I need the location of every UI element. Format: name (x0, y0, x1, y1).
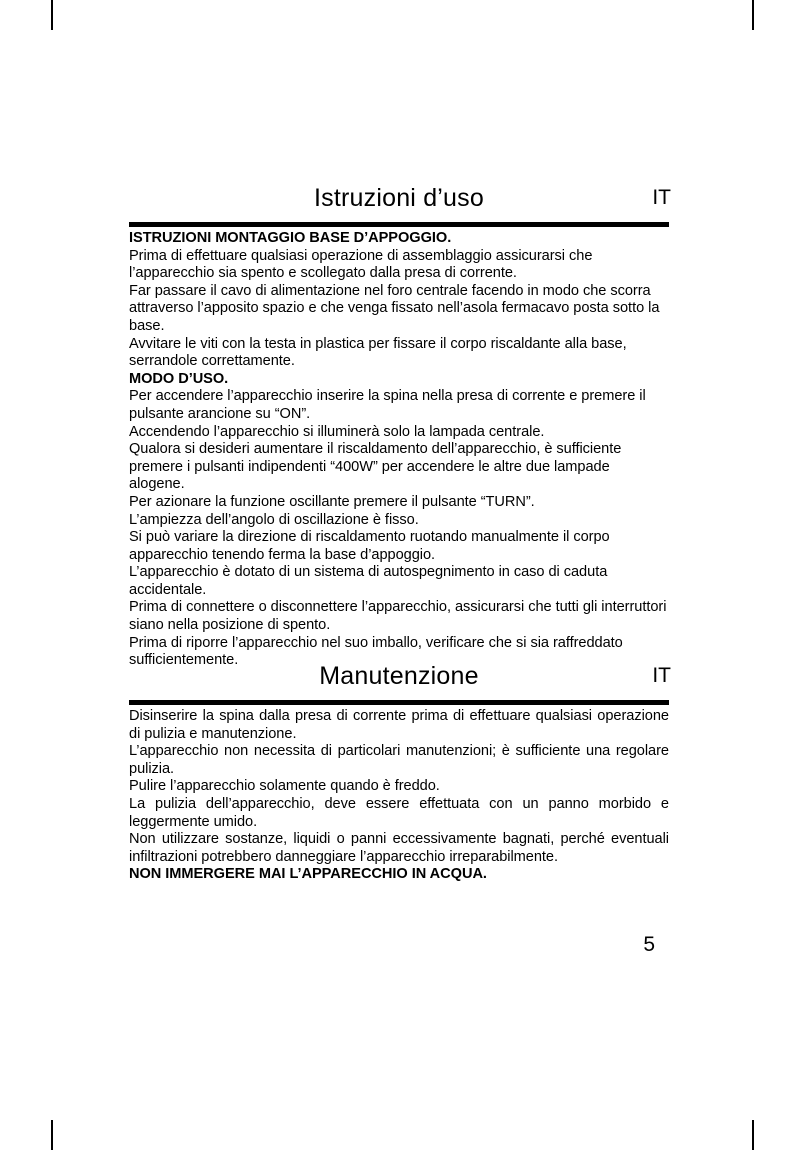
paragraph: Prima di effettuare qualsiasi operazione di assemblaggio assicurarsi che l’apparecchio sia spento e scollegato dalla presa di corrente. (129, 247, 593, 282)
section-title: Istruzioni d’uso (314, 184, 484, 212)
section-body-1 (129, 230, 669, 670)
section-header (129, 660, 669, 700)
crop-mark-top-right (752, 0, 754, 30)
section-header (129, 182, 669, 222)
section-body-2 (129, 708, 669, 884)
paragraph: Si può variare la direzione di riscaldamento ruotando manualmente il corpo apparecchio tenendo ferma la base d’appoggio. (129, 529, 610, 563)
section-divider (129, 700, 669, 705)
section-title: Manutenzione (319, 662, 479, 690)
section-istruzioni-duso (129, 182, 669, 670)
paragraph: La pulizia dell’apparecchio, deve essere effettuata con un panno morbido e leggermente umido. (129, 795, 669, 830)
language-tag: IT (652, 664, 671, 687)
paragraph: Avvitare le viti con la testa in plastica per fissare il corpo riscaldante alla base, serrandole correttamente. (129, 335, 627, 370)
section-divider (129, 222, 669, 227)
paragraph: Non utilizzare sostanze, liquidi o panni eccessivamente bagnati, perché eventuali infiltrazioni potrebbero danneggiare l’apparecchio irreparabilmente. (129, 831, 669, 865)
paragraph: Pulire l’apparecchio solamente quando è freddo. (129, 778, 440, 795)
crop-mark-bottom-left (51, 1120, 53, 1150)
paragraph: ISTRUZIONI MONTAGGIO BASE D’APPOGGIO. (129, 230, 452, 246)
paragraph: Per azionare la funzione oscillante premere il pulsante “TURN”. (129, 493, 535, 510)
paragraph: NON IMMERGERE MAI L’APPARECCHIO IN ACQUA. (129, 866, 487, 883)
paragraph: MODO D’USO. (129, 370, 229, 387)
paragraph: Disinserire la spina dalla presa di corrente prima di effettuare qualsiasi operazione di pulizia e manutenzione. (129, 708, 669, 742)
section-manutenzione (129, 660, 669, 884)
paragraph: Accendendo l’apparecchio si illuminerà solo la lampada centrale. (129, 423, 545, 440)
paragraph: Prima di riporre l’apparecchio nel suo imballo, verificare che si sia raffreddato sufficientemente. (129, 634, 623, 669)
paragraph: Prima di connettere o disconnettere l’apparecchio, assicurarsi che tutti gli interruttori siano nella posizione di spento. (129, 599, 667, 634)
paragraph: Qualora si desideri aumentare il riscaldamento dell’apparecchio, è sufficiente premere i pulsanti indipendenti “400W” per accendere le altre due lampade alogene. (129, 441, 622, 493)
page-content (129, 0, 669, 1150)
crop-mark-top-left (51, 0, 53, 30)
paragraph: L’ampiezza dell’angolo di oscillazione è fisso. (129, 511, 419, 528)
paragraph: Far passare il cavo di alimentazione nel foro centrale facendo in modo che scorra attraverso l’apposito spazio e che venga fissato nell’asola fermacavo posta sotto la base. (129, 282, 660, 334)
language-tag: IT (652, 186, 671, 209)
page-number: 5 (643, 933, 655, 956)
crop-mark-bottom-right (752, 1120, 754, 1150)
paragraph: L’apparecchio è dotato di un sistema di autospegnimento in caso di caduta accidentale. (129, 564, 608, 598)
paragraph: L’apparecchio non necessita di particolari manutenzioni; è sufficiente una regolare pulizia. (129, 743, 669, 777)
paragraph: Per accendere l’apparecchio inserire la spina nella presa di corrente e premere il pulsante arancione su “ON”. (129, 388, 646, 422)
